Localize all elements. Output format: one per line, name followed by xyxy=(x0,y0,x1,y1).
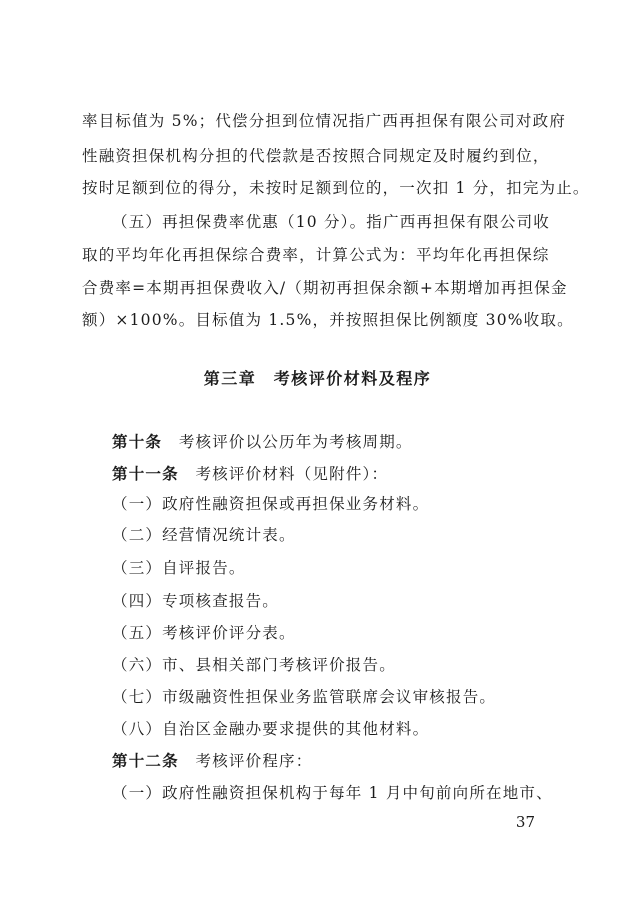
article-11-item-7: （七）市级融资性担保业务监管联席会议审核报告。 xyxy=(112,688,497,706)
article-11-item-8: （八）自治区金融办要求提供的其他材料。 xyxy=(112,720,430,738)
paragraph-2-line-3: 合费率=本期再担保费收入/（期初再担保余额+本期增加再担保金 xyxy=(82,279,568,297)
article-11-item-6: （六）市、县相关部门考核评价报告。 xyxy=(112,656,396,674)
article-11-item-1: （一）政府性融资担保或再担保业务材料。 xyxy=(112,495,430,513)
article-11-text: 考核评价材料（见附件）： xyxy=(195,465,389,483)
article-10-text: 考核评价以公历年为考核周期。 xyxy=(178,433,413,451)
article-10-gap xyxy=(162,433,179,451)
article-12-item-1: （一）政府性融资担保机构于每年 1 月中旬前向所在地市、 xyxy=(112,784,553,802)
paragraph-1-line-3: 按时足额到位的得分，未按时足额到位的，一次扣 1 分，扣完为止。 xyxy=(82,179,590,197)
article-11-item-4: （四）专项核查报告。 xyxy=(112,592,280,610)
article-11-item-2: （二）经营情况统计表。 xyxy=(112,526,296,544)
paragraph-2-line-4: 额）×100%。目标值为 1.5%，并按照担保比例额度 30%收取。 xyxy=(82,311,574,329)
article-11 xyxy=(112,464,388,484)
paragraph-1-line-1: 率目标值为 5%；代偿分担到位情况指广西再担保有限公司对政府 xyxy=(82,112,567,130)
article-11-item-3: （三）自评报告。 xyxy=(112,559,246,577)
article-12-label: 第十二条 xyxy=(112,751,179,770)
page-number: 37 xyxy=(515,813,535,831)
article-12-text: 考核评价程序： xyxy=(195,752,313,770)
article-12-gap xyxy=(179,752,196,770)
article-10-label: 第十条 xyxy=(112,432,163,451)
paragraph-2-line-1: （五）再担保费率优惠（10 分）。指广西再担保有限公司收 xyxy=(112,213,551,231)
chapter-heading: 第三章 考核评价材料及程序 xyxy=(203,369,432,388)
article-12 xyxy=(112,751,312,771)
article-10 xyxy=(112,432,413,452)
article-11-gap xyxy=(179,465,196,483)
paragraph-1-line-2: 性融资担保机构分担的代偿款是否按照合同规定及时履约到位， xyxy=(82,147,550,165)
article-11-label: 第十一条 xyxy=(112,464,179,483)
paragraph-2-line-2: 取的平均年化再担保综合费率，计算公式为：平均年化再担保综 xyxy=(82,246,550,264)
article-11-item-5: （五）考核评价评分表。 xyxy=(112,624,296,642)
